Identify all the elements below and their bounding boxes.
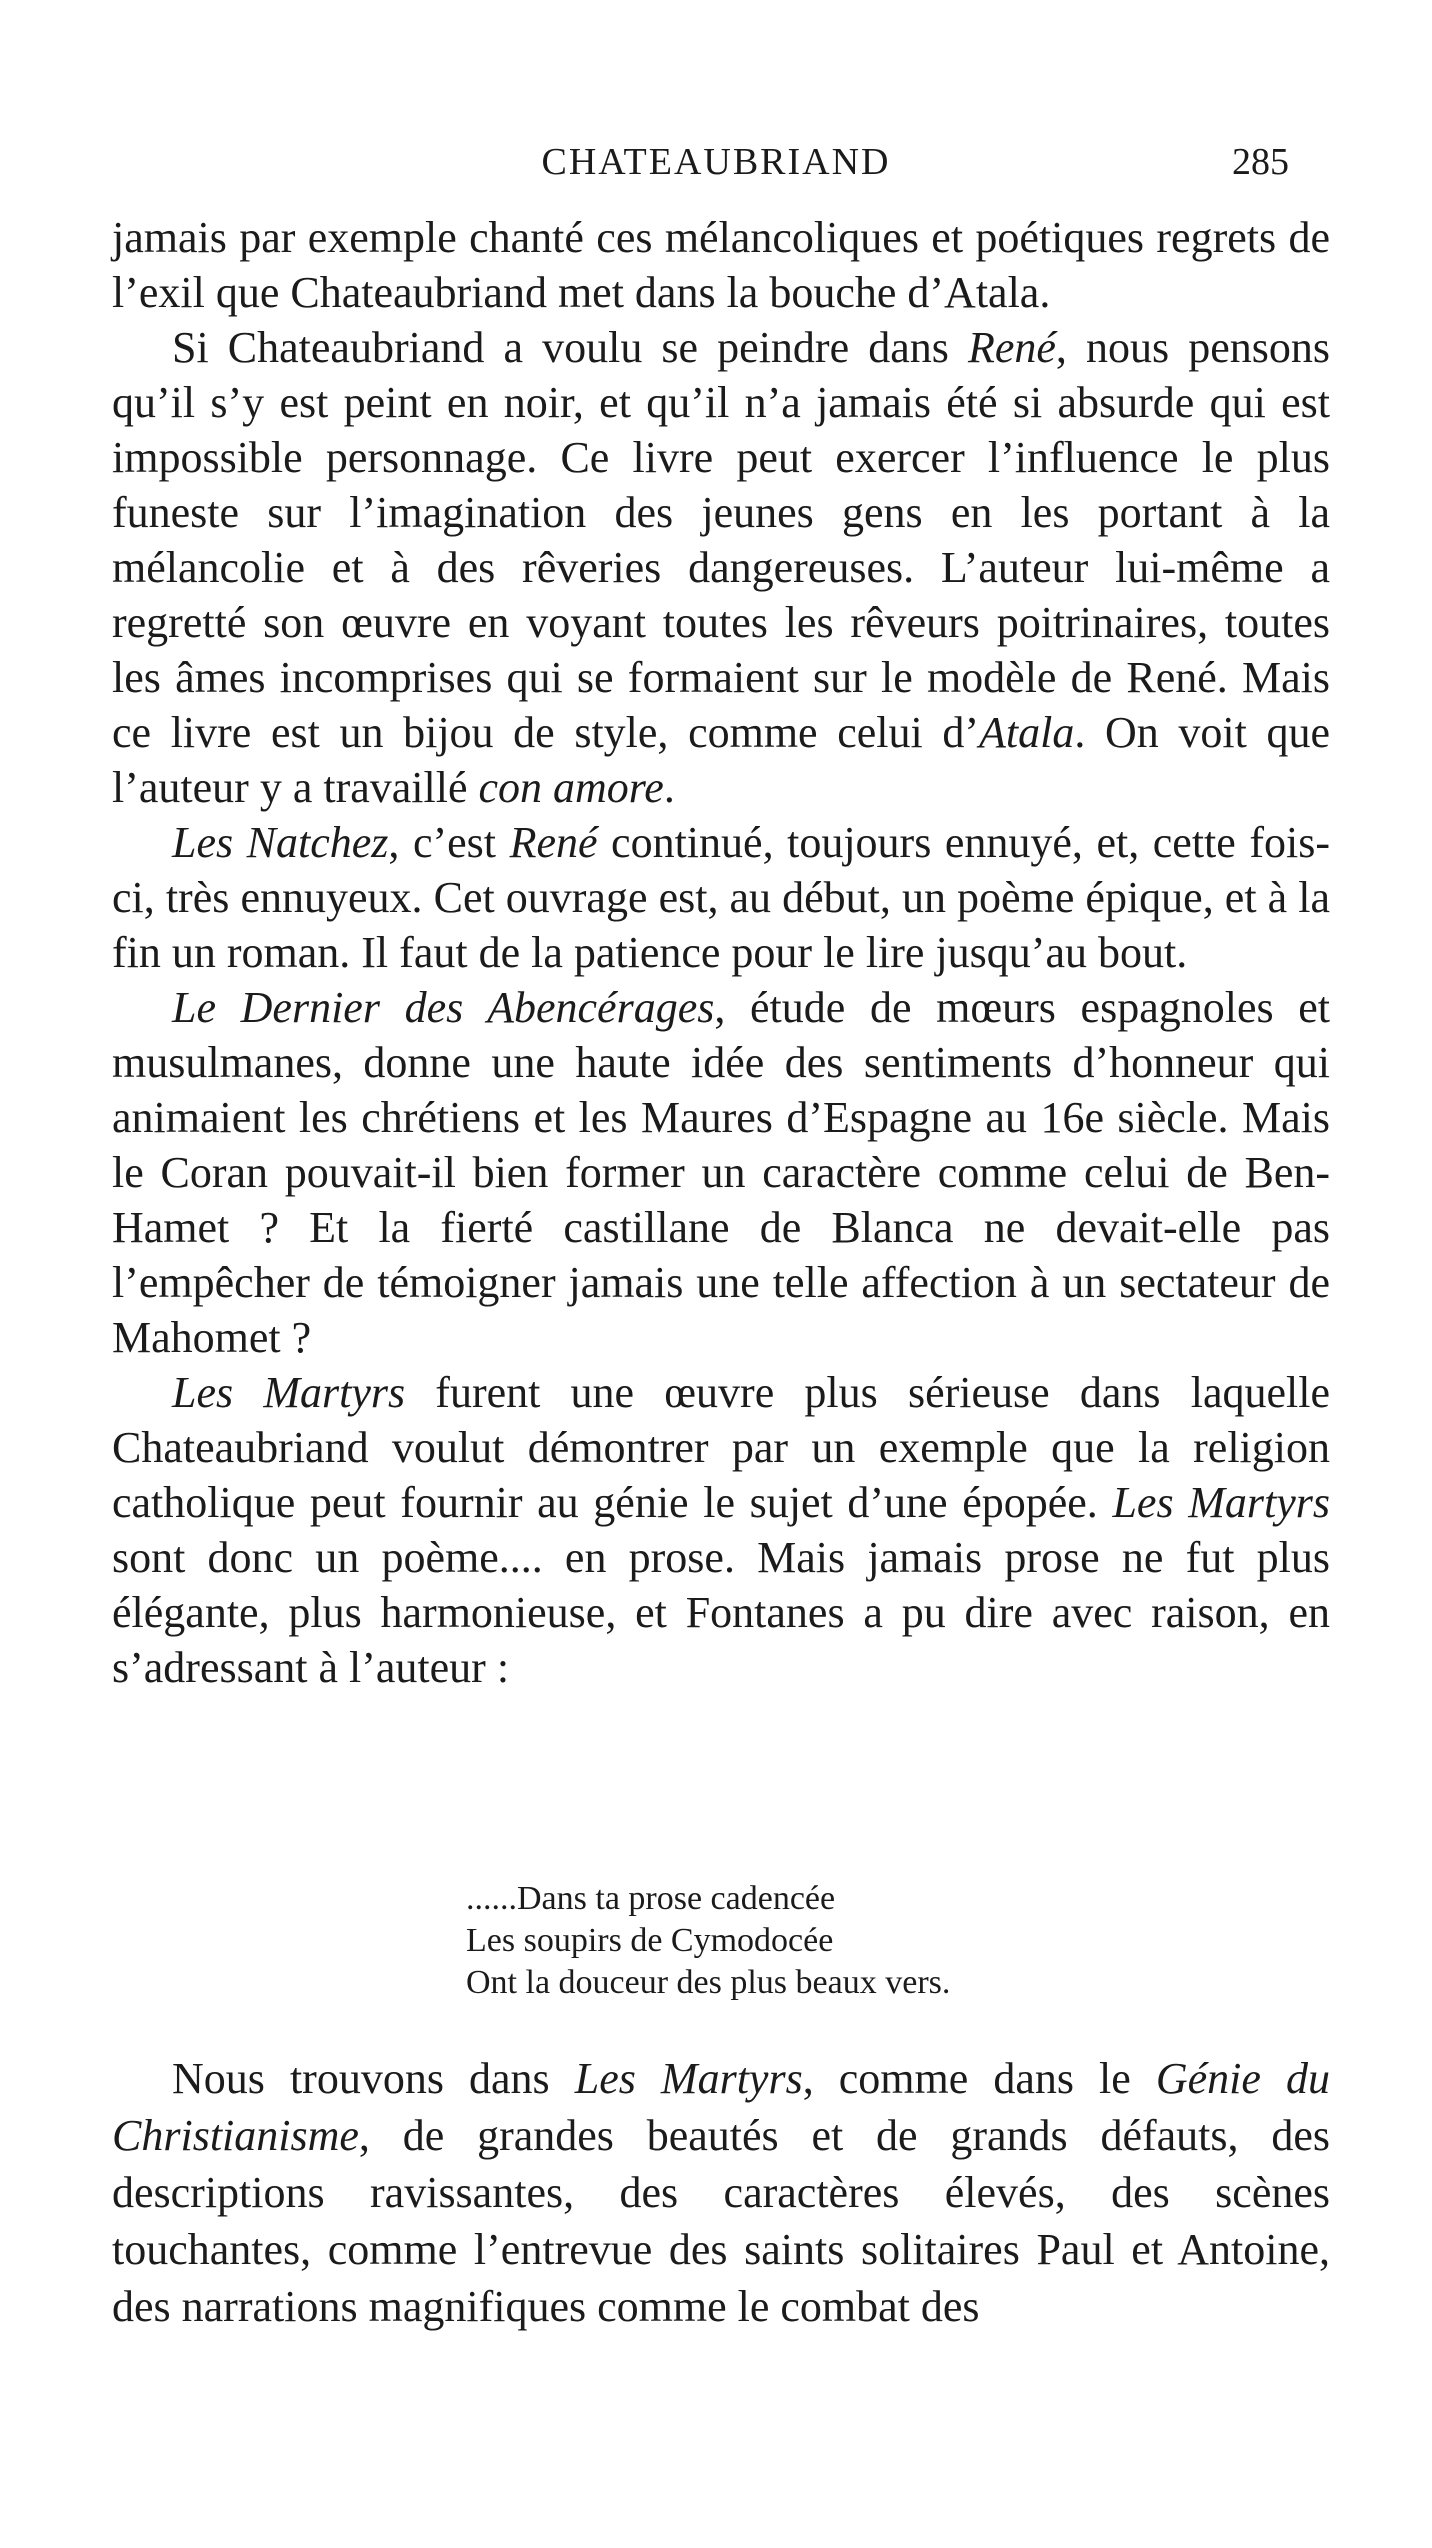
title-rene-2: René xyxy=(509,818,598,867)
paragraph-2-text-b: , nous pensons qu’il s’y est peint en noir, et qu’il n’a jamais été si absurde qui est impossible personnage. Ce livre peut exercer l’influence le plus funeste sur l’imagination des jeunes gens en les portant à la mélancolie et à des rêveries dangereuses. L’auteur lui-même a regretté son œuvre en voyant toutes les rêveurs poitrinaires, toutes les âmes incomprises qui se formaient sur le modèle de René. Mais ce livre est un bijou de style, comme celui d’ xyxy=(112,323,1330,757)
paragraph-5-text-c: sont donc un poème.... en prose. Mais jamais prose ne fut plus élégante, plus harmonieuse, et Fontanes a pu dire avec raison, en s’adressant à l’auteur : xyxy=(112,1533,1330,1692)
title-dernier-abencerages: Le Dernier des Abencérages xyxy=(172,983,715,1032)
paragraph-3 xyxy=(112,815,1330,980)
paragraph-2 xyxy=(112,320,1330,815)
phrase-con-amore: con amore xyxy=(478,763,664,812)
verse-quotation xyxy=(466,1878,1166,2004)
paragraph-4 xyxy=(112,980,1330,1365)
title-atala: Atala xyxy=(979,708,1075,757)
paragraph-5 xyxy=(112,1365,1330,1695)
verse-line: Ont la douceur des plus beaux vers. xyxy=(466,1964,951,2001)
paragraph-3-text-c: continué, toujours ennuyé, et, cette fois-ci, très ennuyeux. Cet ouvrage est, au début, un poème épique, et à la fin un roman. Il faut de la patience pour le lire jusqu’au bout. xyxy=(112,818,1330,977)
paragraph-1-text: jamais par exemple chanté ces mélancoliques et poétiques regrets de l’exil que Chateaubriand met dans la bouche d’Atala. xyxy=(112,213,1330,317)
title-les-martyrs: Les Martyrs xyxy=(172,1368,406,1417)
running-head xyxy=(0,132,1432,192)
title-les-natchez: Les Natchez xyxy=(172,818,389,867)
page-number: 285 xyxy=(1232,141,1289,183)
paragraph-6-text-a: Nous trouvons dans xyxy=(172,2054,575,2103)
paragraph-2-text-a: Si Chateaubriand a voulu se peindre dans xyxy=(172,323,968,372)
paragraph-6 xyxy=(112,2050,1330,2335)
paragraph-6-text-b: , comme dans le xyxy=(802,2054,1156,2103)
closing-text xyxy=(112,2050,1330,2335)
verse-line: Les soupirs de Cymodocée xyxy=(466,1922,834,1959)
body-text xyxy=(112,210,1330,1695)
paragraph-2-text-c: . On voit que l’auteur y a travaillé xyxy=(112,708,1330,812)
paragraph-4-text-b: , étude de mœurs espagnoles et musulmanes, donne une haute idée des sentiments d’honneur qui animaient les chrétiens et les Maures d’Espagne au 16e siècle. Mais le Coran pouvait-il bien former un caractère comme celui de Ben-Hamet ? Et la fierté castillane de Blanca ne devait-elle pas l’empêcher de témoigner jamais une telle affection à un sectateur de Mahomet ? xyxy=(112,983,1331,1362)
paragraph-5-text-b: furent une œuvre plus sérieuse dans laquelle Chateaubriand voulut démontrer par un exemple que la religion catholique peut fournir au génie le sujet d’une épopée. xyxy=(112,1368,1330,1527)
paragraph-1 xyxy=(112,210,1330,320)
paragraph-2-text-d: . xyxy=(663,763,675,812)
title-rene: René xyxy=(967,323,1056,372)
title-les-martyrs-3: Les Martyrs xyxy=(574,2054,803,2103)
verse-line: ......Dans ta prose cadencée xyxy=(466,1880,836,1917)
paragraph-3-text-b: , c’est xyxy=(388,818,510,867)
paragraph-6-text-c: , de grandes beautés et de grands défauts, des descriptions ravissantes, des caractères élevés, des scènes touchantes, comme l’entrevue des saints solitaires Paul et Antoine, des narrations magnifiques comme le combat des xyxy=(112,2111,1330,2331)
title-genie-christianisme: Génie du Christianisme xyxy=(112,2054,1330,2160)
running-title: CHATEAUBRIAND xyxy=(541,141,891,183)
title-les-martyrs-2: Les Martyrs xyxy=(1112,1478,1330,1527)
